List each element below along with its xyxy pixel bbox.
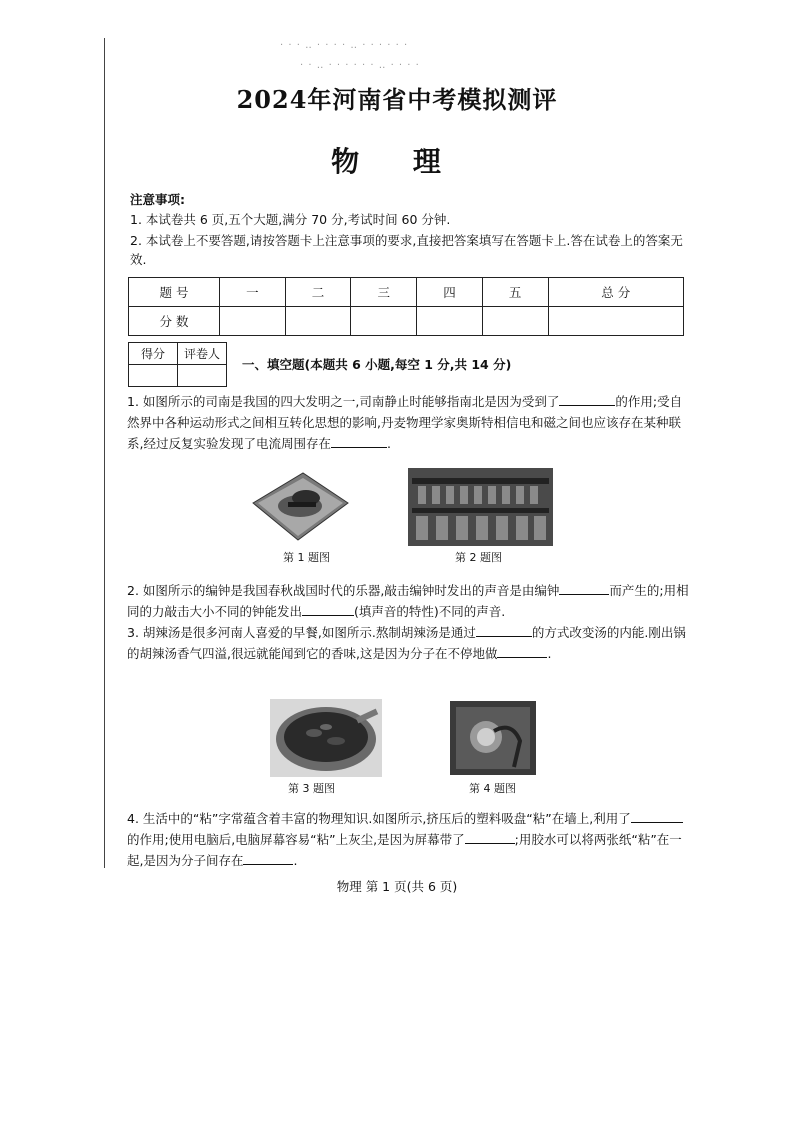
score-table-score-row <box>129 307 684 336</box>
question-text: (填声音的特性)不同的声音. <box>354 604 506 619</box>
question-text: 1. 如图所示的司南是我国的四大发明之一,司南静止时能够指南北是因为受到了 <box>127 394 560 409</box>
notice-item-2: 2. 本试卷上不要答题,请按答题卡上注意事项的要求,直接把答案填写在答题卡上.答在试卷上的答案无效. <box>130 233 683 267</box>
page-footer: 物理 第 1 页(共 6 页) <box>336 879 458 894</box>
score-blank-cell <box>351 307 417 336</box>
grader-blank-cell <box>129 365 178 387</box>
question-text: . <box>386 436 391 451</box>
figure-2-caption: 第 2 题图 <box>455 551 502 564</box>
question-text: 而产生的;用相同的力敲击大小不同的钟能发出 <box>127 583 689 619</box>
bleed-through-text: · · · ‥ · · · · ‥ · · · · · · <box>280 40 409 51</box>
answer-blank <box>331 434 387 448</box>
score-table-cell: 题 号 <box>129 278 220 307</box>
grader-box <box>128 342 227 387</box>
answer-blank <box>631 809 683 823</box>
score-table-cell: 四 <box>417 278 483 307</box>
grader-name-label: 评卷人 <box>178 343 227 365</box>
question-4 <box>127 808 692 871</box>
figure-2-bianzhong-image <box>408 468 553 550</box>
score-table-cell: 分 数 <box>129 307 220 336</box>
score-table-cell: 三 <box>351 278 417 307</box>
score-blank-cell <box>417 307 483 336</box>
score-table-header-row <box>129 278 684 307</box>
grader-score-label: 得分 <box>129 343 178 365</box>
score-blank-cell <box>482 307 548 336</box>
question-text: 3. 胡辣汤是很多河南人喜爱的早餐,如图所示.熬制胡辣汤是通过 <box>127 625 476 640</box>
score-blank-cell <box>548 307 683 336</box>
question-text: 2. 如图所示的编钟是我国春秋战国时代的乐器,敲击编钟时发出的声音是由编钟 <box>127 583 560 598</box>
answer-blank <box>476 623 532 637</box>
question-text: 的作用;受自然界中各种运动形式之间相互转化思想的影响,丹麦物理学家奥斯特相信电和磁之间也应该存在某种联系,经过反复实验发现了电流周围存在 <box>127 394 683 451</box>
score-table-cell: 二 <box>285 278 351 307</box>
figure-1-caption: 第 1 题图 <box>283 551 330 564</box>
figure-3-caption: 第 3 题图 <box>288 782 335 795</box>
answer-blank <box>497 644 547 658</box>
notice-heading: 注意事项: <box>130 192 185 207</box>
exam-title: 2024年河南省中考模拟测评 <box>236 85 558 114</box>
section-heading: 一、填空题(本题共 6 小题,每空 1 分,共 14 分) <box>242 357 512 372</box>
notice-item-1: 1. 本试卷共 6 页,五个大题,满分 70 分,考试时间 60 分钟. <box>130 212 451 227</box>
score-table-cell: 一 <box>220 278 286 307</box>
bleed-through-text: · · ‥ · · · · · · ‥ · · · · <box>300 60 420 71</box>
question-text: . <box>547 646 552 661</box>
answer-blank <box>465 830 515 844</box>
answer-blank <box>243 851 293 865</box>
answer-blank <box>559 581 609 595</box>
score-table-cell: 五 <box>482 278 548 307</box>
question-text: 的方式改变汤的内能.刚出锅的胡辣汤香气四溢,很远就能闻到它的香味,这是因为分子在不停地做 <box>127 625 686 661</box>
question-1 <box>127 391 692 454</box>
question-text: 4. 生活中的“粘”字常蕴含着丰富的物理知识.如图所示,挤压后的塑料吸盘“粘”在墙上,利用了 <box>127 811 631 826</box>
figure-1-compass-image <box>248 468 353 552</box>
score-blank-cell <box>220 307 286 336</box>
figure-4-suction-cup-image <box>450 701 536 779</box>
exam-subject: 物 理 <box>331 145 463 178</box>
figure-3-soup-image <box>270 699 382 781</box>
question-2 <box>127 580 692 622</box>
question-text: ;用胶水可以将两张纸“粘”在一起,是因为分子间存在 <box>127 832 682 868</box>
answer-blank <box>559 392 615 406</box>
score-table <box>128 277 684 336</box>
grader-blank-cell <box>178 365 227 387</box>
score-blank-cell <box>285 307 351 336</box>
question-3 <box>127 622 692 664</box>
answer-blank <box>302 602 354 616</box>
question-text: 的作用;使用电脑后,电脑屏幕容易“粘”上灰尘,是因为屏幕带了 <box>127 832 465 847</box>
question-text: . <box>293 853 298 868</box>
score-table-cell: 总 分 <box>548 278 683 307</box>
figure-4-caption: 第 4 题图 <box>469 782 516 795</box>
